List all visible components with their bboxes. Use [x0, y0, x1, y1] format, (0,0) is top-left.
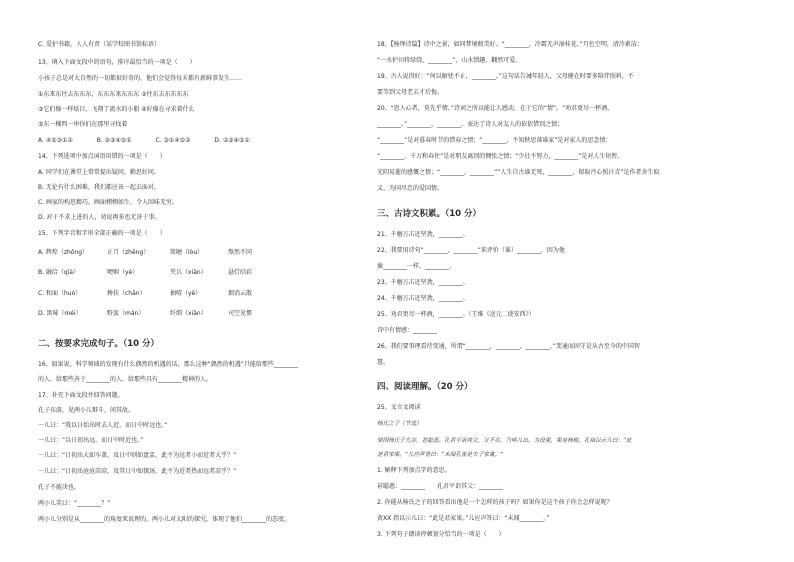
q15-option-a-word3: 简陋（lòu） — [170, 249, 204, 256]
q17-question: 两小儿分别是从________的角度来说理的，两小儿对太阳的探究，体现了他们________的态度。 — [38, 516, 291, 523]
q15-option-c-word3: 抽噎（yē） — [170, 290, 202, 297]
q15-option-a-word4: 熬然不同 — [228, 249, 253, 256]
q17-passage-3: 一儿曰：“以日初出远，而日中时近也。” — [38, 437, 144, 444]
classical-text-line-1: 梁国杨氏子九岁，甚聪惠。孔君平诣其父，父不在，乃呼儿出。为设果，果有杨梅。孔指以示儿曰：“此 — [377, 438, 632, 444]
classical-text-line-2: 是君家果。”儿应声答曰：“未闻孔雀是夫子家禽。” — [377, 452, 504, 458]
q15-option-c-word2: 搀扶（chān） — [107, 290, 146, 297]
q15-option-a-word2: 正月（zhēng） — [107, 249, 150, 256]
left-column — [0, 0, 372, 562]
right-column — [372, 0, 794, 562]
reading-q1-blanks: 甚聪惠：________ 孔君平诣其父：________ — [377, 483, 504, 490]
q17-passage-1: 孔子东游，见两小儿辩斗，问其故。 — [38, 407, 135, 414]
q13-sentence-3-4: ③它们像一样炫目，飞翔了流水的小船 ④好像在寻求着什么 — [38, 106, 195, 113]
q13-stem: 13、填入下面文段中的语句，排序最恰当的一项是（ ） — [38, 59, 196, 66]
q15-option-b: B. 融洽（qià） — [38, 269, 80, 276]
q13-options: A. ④⑤③①② B. ②③④⑤① C. ③①④⑤② D. ②③④⑤① — [38, 137, 250, 144]
q15-option-b-word2: 哽咽（yè） — [107, 269, 139, 276]
q12-option-c: C. 爱护书籍，人人有责（某学校图书馆标语） — [38, 41, 161, 48]
q15-option-d-word3: 纤细（xiān） — [170, 310, 207, 317]
section-2-title: 二、按要求完成句子。（10 分） — [38, 339, 160, 349]
q21: 21、千磨万击还坚劲，________。 — [377, 231, 469, 238]
reading-q1: 1. 解释下列加点字的意思。 — [377, 467, 451, 474]
q15-option-a: A. 辉煌（zhōng） — [38, 249, 89, 256]
q14-option-a: A. 同学们在课堂上常常提出疑问，勤思好问。 — [38, 169, 160, 176]
q22-line-2: 像________一样，________。 — [377, 263, 456, 270]
q15-option-c-word4: 烟消云散 — [228, 290, 253, 297]
q20-line-3: “________”是对暮春时节的惜春之情；“________，不知秋思落谁家”是对家人的思念情； — [377, 137, 612, 144]
q14-stem: 14、下列选项中加点词语用错的一项是（ ） — [38, 153, 166, 160]
q14-option-b: B. 无论有什么困难，我们都应该一起去面对。 — [38, 184, 160, 191]
q17-passage-2: 一儿曰：“我以日始出时去人近，而日中时远也。” — [38, 422, 168, 429]
q24: 24、千磨万击还坚劲，________。 — [377, 295, 469, 302]
q20-line-2: ________。”________，________，表达了诗人对友人的依依惜别之情； — [377, 121, 564, 128]
q16-line-1: 16、如果说，科学领域的发现有什么偶然的机遇的话，那么这种“偶然的机遇”只能给那些________ — [38, 361, 298, 368]
q20-line-1: 20、“思人心者，莫先乎情。”诗词之所以能让人感动，在于它的“情”。“劝君更尽一杯酒， — [377, 105, 614, 112]
q15-option-b-word4: 悬灯结彩 — [228, 269, 253, 276]
q14-option-c: C. 画家的构思精巧，画面栩栩如生，令人回味无穷。 — [38, 199, 179, 206]
reading-q3: 3. 下列句子朗读停顿划分恰当的一项是（ ） — [377, 531, 505, 538]
reading-q2: 2. 你能从杨氏之子的回答看出他是一个怎样的孩子吗？如果你是这个孩子你会怎样说呢？ — [377, 499, 613, 506]
q17-passage-7: 两小儿笑曰：“________？” — [38, 500, 111, 507]
q15-option-c: C. 和面（huó） — [38, 290, 82, 297]
q25-poem: 25、劝君更尽一杯酒，________。（王维《送元二使安西》） — [377, 311, 535, 318]
q20-line-4: “________，千万和春住”是对朋友离别的惆怅之情；“少壮不努力，________”是对人生短暂、 — [377, 153, 624, 160]
q16-line-2: 的人，给那些善于________的人，给那些具有________精神的人。 — [38, 376, 213, 383]
q15-option-d-word4: 司空见惯 — [228, 310, 253, 317]
q17-stem: 17、补充下面文段并回答问题。 — [38, 392, 124, 399]
q22-line-1: 22、我要用诗句“________，________”来评价（谁）________，因为他 — [377, 247, 565, 254]
q13-passage: 小孩子总是对大自然的一切都很好奇的，他们会觉得每天都有新鲜事发生…… — [38, 75, 243, 82]
q17-passage-4: 一儿曰：“日初出大如车盖，及日中则如盘盂，此不为远者小而近者大乎？” — [38, 452, 237, 459]
passage-title: 杨氏之子（节选） — [377, 421, 422, 427]
q18-line-1: 18、【杨绛诗篇】诗中之景，如同梦境般美好。“________，冷霜无声湿桂花。”月色空明，清冷素洁； — [377, 41, 643, 48]
q15-option-d: D. 黑莓（méi） — [38, 310, 82, 317]
q15-option-d-word2: 野蛮（mán） — [107, 310, 145, 317]
section-3-title: 三、古诗文积累。（10 分） — [377, 209, 482, 219]
q25-emotion: 诗中有情感：________ — [377, 327, 438, 334]
q19-line-2: 要等到父母老去才后悔。 — [377, 89, 444, 96]
reading-q2-answer: 黄XX 指以示儿曰：“此是君家果。”儿应声答曰：“未闻________。” — [377, 515, 550, 522]
q13-sentence-5: ⑤东一棵西一串你们在那里寻找着 — [38, 121, 128, 128]
section-4-title: 四、阅读理解。（20 分） — [377, 382, 473, 392]
q15-stem: 15、下列字音和字形全部正确的一项是（ ） — [38, 230, 166, 237]
q13-sentence-1-2: ①东来东往去东东东，东东东来东东东 ②往东去东东东东 — [38, 91, 189, 98]
q19-line-1: 19、古人说得好：“何以解忧不止，________。”这句话告诫年轻人，父母健在时要多陪伴照料，不 — [377, 73, 634, 80]
q23: 23、千磨万击还坚劲，________。 — [377, 279, 469, 286]
q26-line-1: 26、我们要事理看待变通，所谓“________，________，________。”变通而固守是从古至今的中国智 — [377, 343, 640, 350]
q26-line-2: 慧。 — [377, 359, 390, 366]
q18-line-2: “一水护田将绿绕，________”，山水情趣，翻然可爱。 — [377, 57, 522, 64]
q15-option-b-word3: 夹兵（xiān） — [170, 269, 207, 276]
q14-option-d: D. 对于不求上进的人，劝说再多也无济于事。 — [38, 214, 161, 221]
q17-passage-5: 一儿曰：“日初出沧沧凉凉，及其日中如探汤，此不为近者热而远者凉乎？” — [38, 468, 237, 475]
reading-q25-label: 25、文言文阅读 — [377, 404, 421, 411]
q17-passage-6: 孔子不能决也。 — [38, 484, 81, 491]
q20-line-6: 义、为国尽忠的爱国情。 — [377, 185, 444, 192]
q20-line-5: 光阴易逝的感慨之情；“________，________”“人生自古谁无死，________，留取丹心照汗青”是作者舍生取 — [377, 169, 660, 176]
